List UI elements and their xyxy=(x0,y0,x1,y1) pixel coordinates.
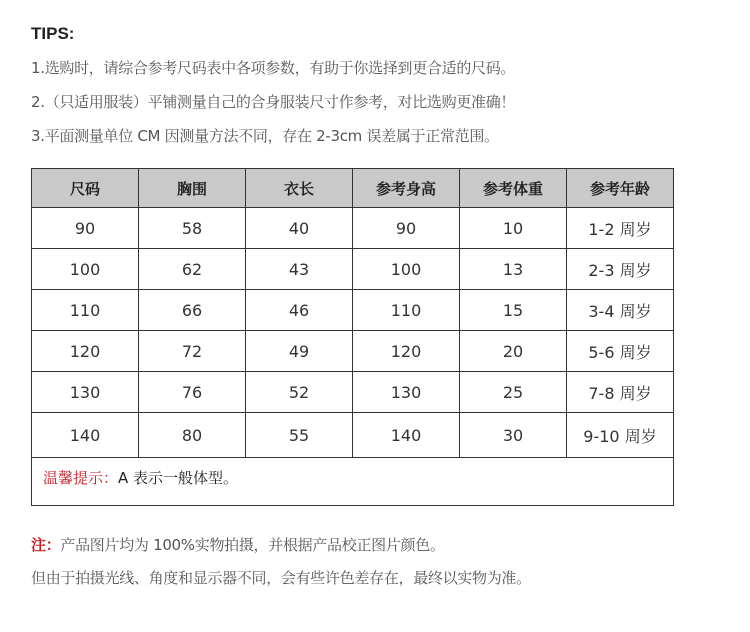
cell-chest: 72 xyxy=(139,331,246,372)
footer-note-text: 产品图片均为 100%实物拍摄，并根据产品校正图片颜色。 xyxy=(60,536,445,554)
table-row xyxy=(32,290,674,331)
cell-weight: 30 xyxy=(460,413,567,458)
tips-title: TIPS: xyxy=(31,24,75,43)
cell-weight: 13 xyxy=(460,249,567,290)
cell-height: 120 xyxy=(353,331,460,372)
note-label: 温馨提示： xyxy=(43,469,119,487)
cell-height: 140 xyxy=(353,413,460,458)
cell-height: 130 xyxy=(353,372,460,413)
footer-note-label: 注： xyxy=(31,536,61,554)
cell-chest: 80 xyxy=(139,413,246,458)
footer-note-line-1 xyxy=(31,534,445,555)
cell-size: 110 xyxy=(32,290,139,331)
cell-length: 40 xyxy=(246,208,353,249)
tip-line-3: 3.平面测量单位 CM 因测量方法不同，存在 2-3cm 误差属于正常范围。 xyxy=(31,127,499,145)
cell-age: 9-10 周岁 xyxy=(567,413,674,458)
cell-size: 140 xyxy=(32,413,139,458)
cell-weight: 10 xyxy=(460,208,567,249)
cell-size: 130 xyxy=(32,372,139,413)
cell-weight: 25 xyxy=(460,372,567,413)
cell-size: 120 xyxy=(32,331,139,372)
cell-height: 90 xyxy=(353,208,460,249)
tip-line-2: 2.（只适用服装）平铺测量自己的合身服装尺寸作参考，对比选购更准确！ xyxy=(31,93,516,111)
table-row xyxy=(32,331,674,372)
cell-age: 2-3 周岁 xyxy=(567,249,674,290)
tip-line-1: 1.选购时，请综合参考尺码表中各项参数，有助于你选择到更合适的尺码。 xyxy=(31,59,516,77)
table-note-row xyxy=(32,458,674,506)
note-text: A 表示一般体型。 xyxy=(118,469,239,487)
cell-age: 5-6 周岁 xyxy=(567,331,674,372)
table-row xyxy=(32,208,674,249)
cell-length: 55 xyxy=(246,413,353,458)
cell-age: 7-8 周岁 xyxy=(567,372,674,413)
cell-size: 100 xyxy=(32,249,139,290)
header-weight: 参考体重 xyxy=(460,169,567,208)
cell-chest: 66 xyxy=(139,290,246,331)
cell-height: 100 xyxy=(353,249,460,290)
table-note xyxy=(32,458,674,506)
size-chart-table xyxy=(31,168,674,506)
cell-weight: 20 xyxy=(460,331,567,372)
header-size: 尺码 xyxy=(32,169,139,208)
cell-height: 110 xyxy=(353,290,460,331)
cell-age: 3-4 周岁 xyxy=(567,290,674,331)
header-chest: 胸围 xyxy=(139,169,246,208)
cell-length: 52 xyxy=(246,372,353,413)
footer-note-line-2: 但由于拍摄光线、角度和显示器不同，会有些许色差存在，最终以实物为准。 xyxy=(31,569,531,587)
header-length: 衣长 xyxy=(246,169,353,208)
cell-chest: 62 xyxy=(139,249,246,290)
cell-weight: 15 xyxy=(460,290,567,331)
header-age: 参考年龄 xyxy=(567,169,674,208)
header-height: 参考身高 xyxy=(353,169,460,208)
cell-age: 1-2 周岁 xyxy=(567,208,674,249)
table-row xyxy=(32,249,674,290)
cell-chest: 76 xyxy=(139,372,246,413)
cell-length: 46 xyxy=(246,290,353,331)
table-row xyxy=(32,413,674,458)
table-header-row xyxy=(32,169,674,208)
cell-length: 43 xyxy=(246,249,353,290)
table-row xyxy=(32,372,674,413)
cell-length: 49 xyxy=(246,331,353,372)
cell-chest: 58 xyxy=(139,208,246,249)
cell-size: 90 xyxy=(32,208,139,249)
